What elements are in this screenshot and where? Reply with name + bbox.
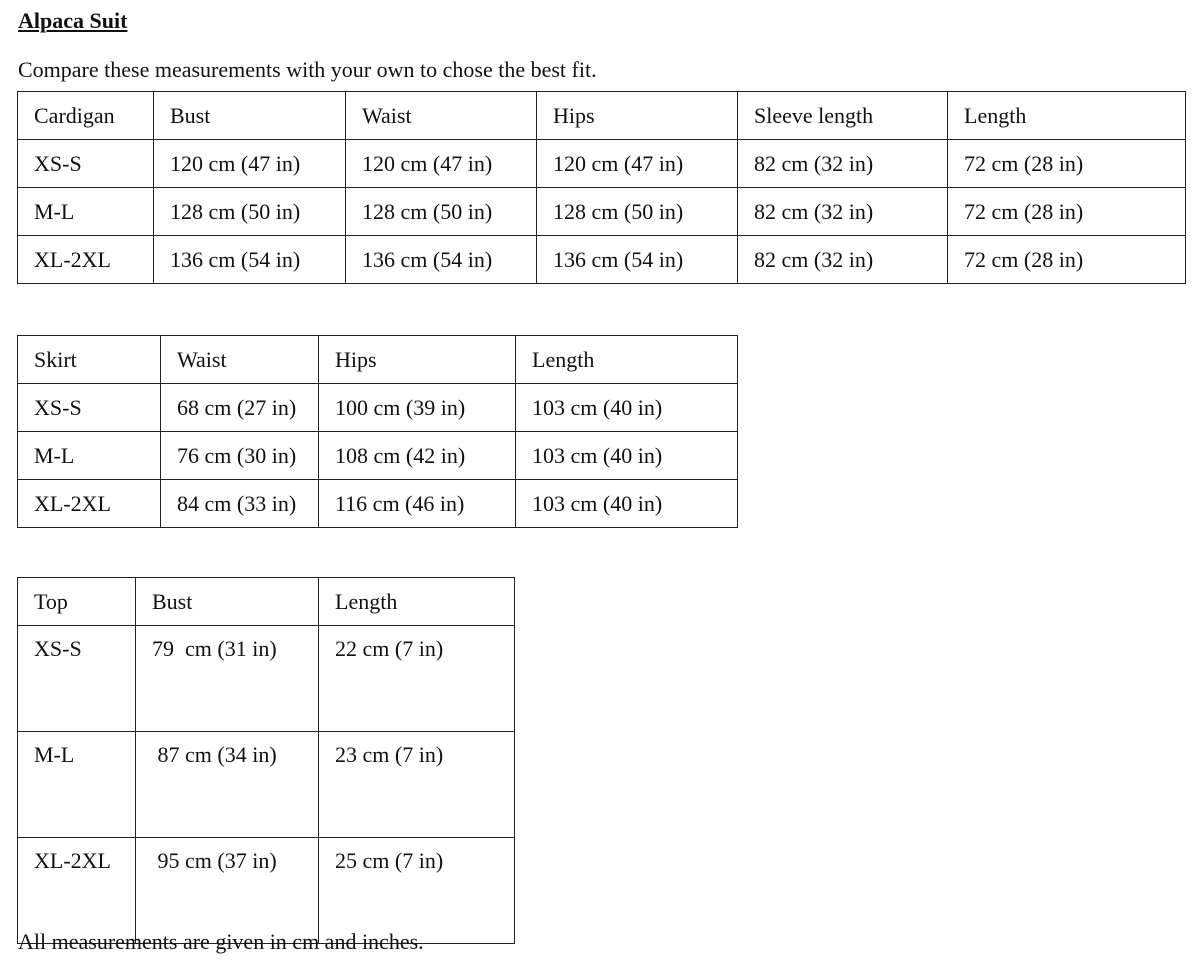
- measurement-cell: 25 cm (7 in): [319, 838, 515, 944]
- measurement-cell: 103 cm (40 in): [516, 432, 738, 480]
- header-cell: Skirt: [18, 336, 161, 384]
- size-cell: XS-S: [18, 140, 154, 188]
- table-row: [18, 626, 515, 732]
- measurement-cell: 68 cm (27 in): [161, 384, 319, 432]
- measurement-cell: 120 cm (47 in): [537, 140, 738, 188]
- table-row: [18, 480, 738, 528]
- size-cell: XL-2XL: [18, 480, 161, 528]
- measurement-cell: 108 cm (42 in): [319, 432, 516, 480]
- header-cell: Waist: [346, 92, 537, 140]
- measurement-cell: 82 cm (32 in): [738, 236, 948, 284]
- measurement-cell: 120 cm (47 in): [346, 140, 537, 188]
- measurement-cell: 76 cm (30 in): [161, 432, 319, 480]
- measurement-cell: 103 cm (40 in): [516, 480, 738, 528]
- size-cell: XS-S: [18, 384, 161, 432]
- header-cell: Sleeve length: [738, 92, 948, 140]
- intro-text: Compare these measurements with your own to chose the best fit.: [18, 57, 597, 82]
- table-row: [18, 140, 1186, 188]
- measurement-cell: 84 cm (33 in): [161, 480, 319, 528]
- footer-note: All measurements are given in cm and inches.: [18, 929, 424, 954]
- header-cell: Waist: [161, 336, 319, 384]
- top-size-table: [17, 577, 515, 944]
- measurement-cell: 95 cm (37 in): [136, 838, 319, 944]
- measurement-cell: 128 cm (50 in): [537, 188, 738, 236]
- measurement-cell: 128 cm (50 in): [154, 188, 346, 236]
- header-cell: Length: [516, 336, 738, 384]
- measurement-cell: 72 cm (28 in): [948, 140, 1186, 188]
- header-cell: Bust: [136, 578, 319, 626]
- measurement-cell: 79 cm (31 in): [136, 626, 319, 732]
- measurement-cell: 87 cm (34 in): [136, 732, 319, 838]
- size-cell: XL-2XL: [18, 838, 136, 944]
- skirt-size-table: [17, 335, 738, 528]
- header-cell: Hips: [537, 92, 738, 140]
- document-title: Alpaca Suit: [18, 8, 128, 33]
- cardigan-size-table: [17, 91, 1186, 284]
- measurement-cell: 103 cm (40 in): [516, 384, 738, 432]
- table-row: [18, 236, 1186, 284]
- measurement-cell: 136 cm (54 in): [346, 236, 537, 284]
- measurement-cell: 23 cm (7 in): [319, 732, 515, 838]
- measurement-cell: 116 cm (46 in): [319, 480, 516, 528]
- table-header-row: [18, 336, 738, 384]
- measurement-cell: 136 cm (54 in): [537, 236, 738, 284]
- header-cell: Hips: [319, 336, 516, 384]
- table-row: [18, 732, 515, 838]
- measurement-cell: 82 cm (32 in): [738, 140, 948, 188]
- measurement-cell: 72 cm (28 in): [948, 236, 1186, 284]
- table-header-row: [18, 92, 1186, 140]
- table-row: [18, 384, 738, 432]
- measurement-cell: 22 cm (7 in): [319, 626, 515, 732]
- table-header-row: [18, 578, 515, 626]
- measurement-cell: 72 cm (28 in): [948, 188, 1186, 236]
- header-cell: Top: [18, 578, 136, 626]
- size-cell: XS-S: [18, 626, 136, 732]
- table-row: [18, 188, 1186, 236]
- size-cell: XL-2XL: [18, 236, 154, 284]
- size-cell: M-L: [18, 732, 136, 838]
- measurement-cell: 128 cm (50 in): [346, 188, 537, 236]
- table-row: [18, 432, 738, 480]
- measurement-cell: 82 cm (32 in): [738, 188, 948, 236]
- size-cell: M-L: [18, 432, 161, 480]
- measurement-cell: 120 cm (47 in): [154, 140, 346, 188]
- size-cell: M-L: [18, 188, 154, 236]
- measurement-cell: 136 cm (54 in): [154, 236, 346, 284]
- header-cell: Length: [948, 92, 1186, 140]
- header-cell: Length: [319, 578, 515, 626]
- header-cell: Bust: [154, 92, 346, 140]
- header-cell: Cardigan: [18, 92, 154, 140]
- measurement-cell: 100 cm (39 in): [319, 384, 516, 432]
